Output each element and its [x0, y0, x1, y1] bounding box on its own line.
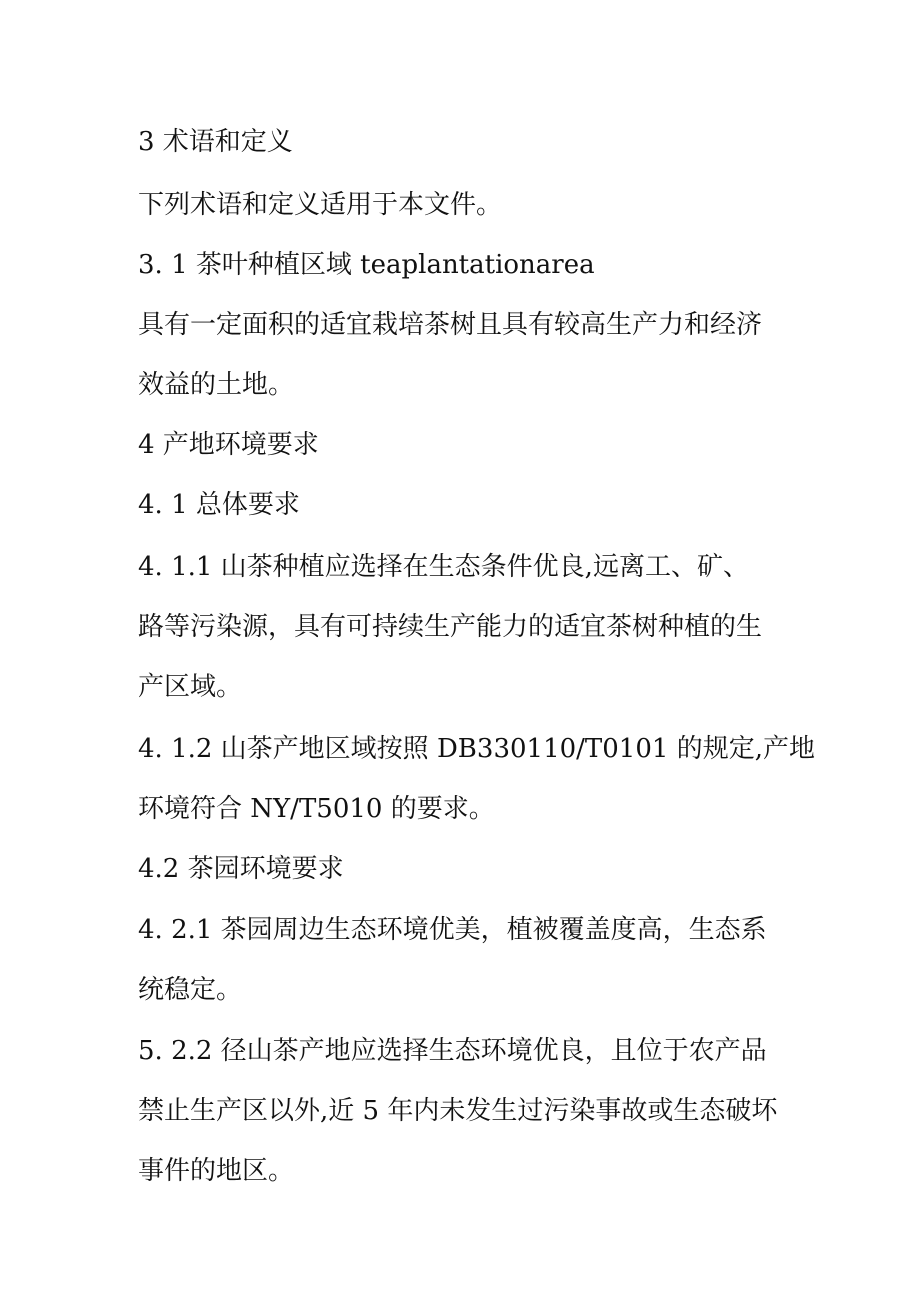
paragraph-line: 效益的土地。 — [138, 370, 295, 400]
heading-origin-environment: 4 产地环境要求 — [138, 430, 319, 460]
heading-tea-garden-environment: 4.2 茶园环境要求 — [138, 854, 344, 884]
paragraph-line: 路等污染源，具有可持续生产能力的适宜茶树种植的生 — [138, 612, 763, 642]
paragraph-line: 4. 2.1 茶园周边生态环境优美，植被覆盖度高，生态系 — [138, 915, 767, 945]
heading-general-requirements: 4. 1 总体要求 — [138, 490, 300, 520]
paragraph-line: 禁止生产区以外,近 5 年内未发生过污染事故或生态破坏 — [138, 1096, 778, 1126]
paragraph-line: 4. 1.2 山茶产地区域按照 DB330110/T0101 的规定,产地 — [138, 734, 815, 764]
paragraph-line: 下列术语和定义适用于本文件。 — [138, 190, 503, 220]
paragraph-line: 环境符合 NY/T5010 的要求。 — [138, 794, 495, 824]
paragraph-line: 5. 2.2 径山茶产地应选择生态环境优良，且位于农产品 — [138, 1036, 767, 1066]
paragraph-line: 4. 1.1 山茶种植应选择在生态条件优良,远离工、矿、 — [138, 552, 749, 582]
heading-tea-plantation-area: 3. 1 茶叶种植区域 teaplantationarea — [138, 250, 595, 280]
paragraph-line: 事件的地区。 — [138, 1156, 295, 1186]
paragraph-line: 统稳定。 — [138, 975, 243, 1005]
heading-terms-definitions: 3 术语和定义 — [138, 127, 293, 157]
paragraph-line: 产区域。 — [138, 672, 243, 702]
paragraph-line: 具有一定面积的适宜栽培茶树且具有较高生产力和经济 — [138, 310, 763, 340]
